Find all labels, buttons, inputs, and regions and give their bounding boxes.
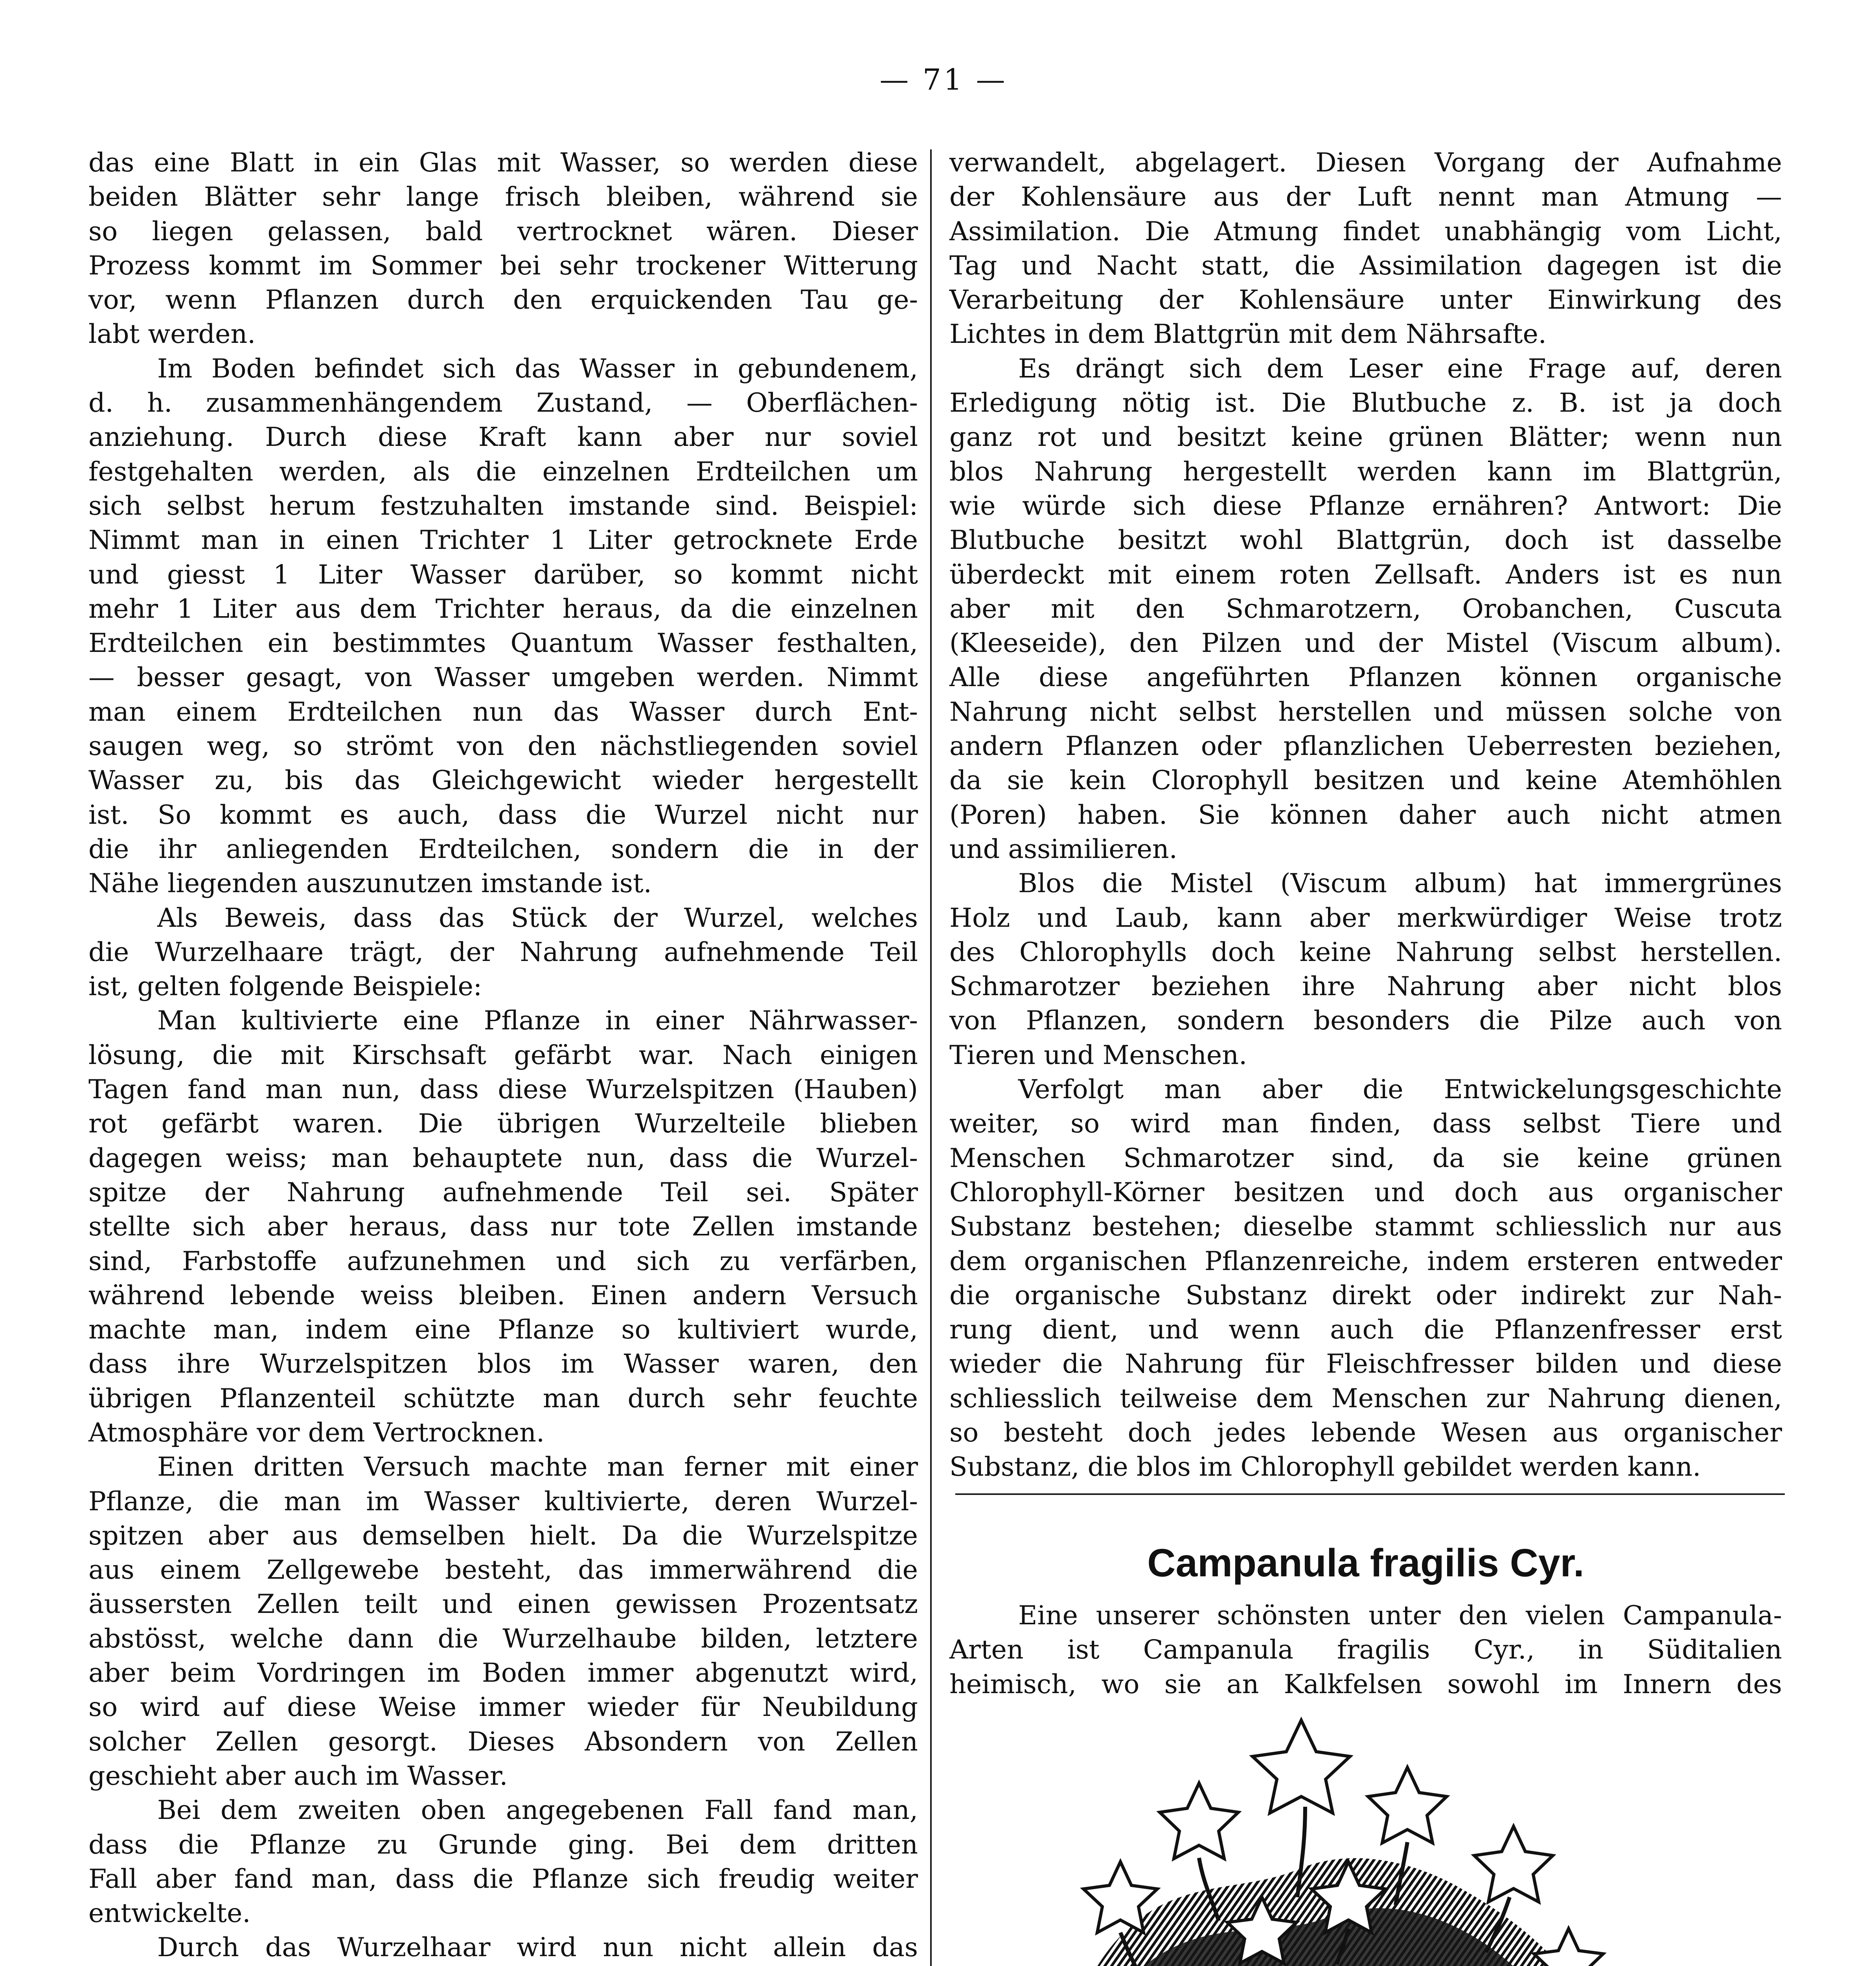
text-line: stellte sich aber heraus, dass nur tote Zellen imstande (88, 1211, 918, 1242)
text-line: das eine Blatt in ein Glas mit Wasser, so werden diese (88, 147, 918, 178)
right-column (949, 145, 1782, 1484)
text-line: sind, Farbstoffe aufzunehmen und sich zu verfärben, (88, 1245, 918, 1276)
text-line: Pflanze, die man im Wasser kultivierte, deren Wurzel- (88, 1486, 918, 1517)
text-line: (Poren) haben. Sie können daher auch nicht atmen (949, 799, 1782, 830)
text-line: Man kultivierte eine Pflanze in einer Nährwasser- (157, 1005, 918, 1036)
text-line: so wird auf diese Weise immer wieder für Neubildung (88, 1692, 918, 1723)
text-line: von Pflanzen, sondern besonders die Pilze auch von (949, 1005, 1782, 1036)
text-line: Nimmt man in einen Trichter 1 Liter getrocknete Erde (88, 525, 918, 556)
text-line: Assimilation. Die Atmung findet unabhängig vom Licht, (949, 215, 1782, 247)
text-line: saugen weg, so strömt von den nächstliegenden soviel (88, 731, 918, 762)
text-line: äussersten Zellen teilt und einen gewissen Prozentsatz (88, 1589, 918, 1620)
text-line: Einen dritten Versuch machte man ferner mit einer (157, 1451, 918, 1482)
text-line: da sie kein Clorophyll besitzen und keine Atemhöhlen (949, 765, 1782, 796)
text-line: Substanz, die blos im Chlorophyll gebildet werden kann. (949, 1451, 1701, 1482)
text-line: sich selbst herum festzuhalten imstande sind. Beispiel: (88, 490, 918, 521)
text-line: dagegen weiss; man behauptete nun, dass die Wurzel- (88, 1142, 918, 1173)
text-line: Holz und Laub, kann aber merkwürdiger Weise trotz (949, 902, 1782, 933)
section-heading: Campanula fragilis Cyr. (1147, 1541, 1584, 1585)
text-line: andern Pflanzen oder pflanzlichen Ueberresten beziehen, (949, 731, 1782, 762)
text-line: ganz rot und besitzt keine grünen Blätter; wenn nun (949, 422, 1782, 453)
text-line: Tag und Nacht statt, die Assimilation dagegen ist die (949, 250, 1782, 281)
text-line: verwandelt, abgelagert. Diesen Vorgang der Aufnahme (949, 147, 1782, 178)
text-line: Arten ist Campanula fragilis Cyr., in Süditalien (949, 1634, 1782, 1665)
text-line: vor, wenn Pflanzen durch den erquickenden Tau ge- (88, 284, 918, 315)
text-line: dass ihre Wurzelspitzen blos im Wasser waren, den (88, 1348, 918, 1379)
text-line: so besteht doch jedes lebende Wesen aus organischer (949, 1417, 1782, 1448)
text-line: aus einem Zellgewebe besteht, das immerwährend die (88, 1554, 918, 1585)
text-line: und giesst 1 Liter Wasser darüber, so kommt nicht (88, 559, 918, 590)
text-line: beiden Blätter sehr lange frisch bleiben, während sie (88, 181, 918, 212)
text-line: heimisch, wo sie an Kalkfelsen sowohl im Innern des (949, 1668, 1782, 1699)
text-line: Tagen fand man nun, dass diese Wurzelspitzen (Hauben) (88, 1074, 918, 1105)
paragraph (88, 145, 918, 352)
text-line: man einem Erdteilchen nun das Wasser durch Ent- (88, 696, 918, 727)
text-line: ist, gelten folgende Beispiele: (88, 971, 482, 1002)
text-line: Es drängt sich dem Leser eine Frage auf, deren (1018, 353, 1782, 384)
text-line: spitze der Nahrung aufnehmende Teil sei. Später (88, 1176, 918, 1208)
text-line: (Kleeseide), den Pilzen und der Mistel (Viscum album). (949, 628, 1782, 659)
text-line: rung dient, und wenn auch die Pflanzenfresser erst (949, 1314, 1782, 1345)
paragraph (88, 1003, 918, 1450)
paragraph (949, 352, 1782, 866)
text-line: entwickelte. (88, 1898, 251, 1929)
text-line: Bei dem zweiten oben angegebenen Fall fand man, (157, 1795, 918, 1826)
page-number: — 71 — (879, 63, 1008, 97)
text-line: Eine unserer schönsten unter den vielen Campanula- (1018, 1600, 1782, 1631)
text-line: Im Boden befindet sich das Wasser in gebundenem, (157, 353, 918, 384)
text-line: d. h. zusammenhängendem Zustand, — Oberflächen- (88, 387, 918, 418)
text-line: überdeckt mit einem roten Zellsaft. Anders ist es nun (949, 559, 1782, 590)
text-line: blos Nahrung hergestellt werden kann im Blattgrün, (949, 456, 1782, 487)
text-line: die organische Substanz direkt oder indirekt zur Nah- (949, 1279, 1782, 1311)
text-line: dem organischen Pflanzenreiche, indem ersteren entweder (949, 1245, 1782, 1276)
campanula-engraving (1030, 1677, 1635, 1966)
text-line: die ihr anliegenden Erdteilchen, sondern die in der (88, 833, 918, 864)
text-line: aber mit den Schmarotzern, Orobanchen, Cuscuta (949, 593, 1782, 624)
text-line: Verarbeitung der Kohlensäure unter Einwirkung des (949, 284, 1782, 315)
text-line: Atmosphäre vor dem Vertrocknen. (88, 1417, 545, 1448)
text-line: Blos die Mistel (Viscum album) hat immergrünes (1018, 868, 1782, 899)
text-line: Menschen Schmarotzer sind, da sie keine grünen (949, 1142, 1782, 1173)
text-line: labt werden. (88, 318, 256, 350)
text-line: Nähe liegenden auszunutzen imstande ist. (88, 868, 652, 899)
text-line: während lebende weiss bleiben. Einen andern Versuch (88, 1279, 918, 1311)
text-line: abstösst, welche dann die Wurzelhaube bilden, letztere (88, 1623, 918, 1654)
text-line: Schmarotzer beziehen ihre Nahrung aber nicht blos (949, 971, 1782, 1002)
text-line: Alle diese angeführten Pflanzen können organische (949, 662, 1782, 693)
text-line: Verfolgt man aber die Entwickelungsgeschichte (1018, 1074, 1782, 1105)
text-line: Substanz bestehen; dieselbe stammt schliesslich nur aus (949, 1211, 1782, 1242)
text-line: Tieren und Menschen. (949, 1039, 1247, 1070)
text-line: Blutbuche besitzt wohl Blattgrün, doch ist dasselbe (949, 525, 1782, 556)
paragraph (88, 1450, 918, 1793)
campanula-illustration (1030, 1677, 1635, 1966)
text-line: wie würde sich diese Pflanze ernähren? Antwort: Die (949, 490, 1782, 521)
text-line: Durch das Wurzelhaar wird nun nicht allein das (157, 1932, 918, 1963)
text-line: machte man, indem eine Pflanze so kultiviert wurde, (88, 1314, 918, 1345)
text-line: aber beim Vordringen im Boden immer abgenutzt wird, (88, 1657, 918, 1688)
text-line: festgehalten werden, als die einzelnen Erdteilchen um (88, 456, 918, 487)
text-line: so liegen gelassen, bald vertrocknet wären. Dieser (88, 215, 918, 247)
text-line: des Chlorophylls doch keine Nahrung selbst herstellen. (949, 936, 1782, 967)
text-line: Chlorophyll-Körner besitzen und doch aus organischer (949, 1176, 1782, 1208)
text-line: schliesslich teilweise dem Menschen zur Nahrung dienen, (949, 1382, 1782, 1414)
text-line: der Kohlensäure aus der Luft nennt man Atmung — (949, 181, 1782, 212)
text-line: anziehung. Durch diese Kraft kann aber nur soviel (88, 422, 918, 453)
paragraph (88, 901, 918, 1004)
text-line: Fall aber fand man, dass die Pflanze sich freudig weiter (88, 1863, 918, 1894)
text-line: lösung, die mit Kirschsaft gefärbt war. Nach einigen (88, 1039, 918, 1070)
text-line: Lichtes in dem Blattgrün mit dem Nährsafte. (949, 318, 1547, 350)
paragraph (88, 352, 918, 901)
text-line: Erledigung nötig ist. Die Blutbuche z. B. ist ja doch (949, 387, 1782, 418)
text-line: Nahrung nicht selbst herstellen und müssen solche von (949, 696, 1782, 727)
text-line: ist. So kommt es auch, dass die Wurzel nicht nur (88, 799, 918, 830)
text-line: dass die Pflanze zu Grunde ging. Bei dem dritten (88, 1829, 918, 1860)
paragraph (88, 1793, 918, 1930)
text-line: geschieht aber auch im Wasser. (88, 1760, 508, 1791)
paragraph (88, 1930, 918, 1966)
text-line: Als Beweis, dass das Stück der Wurzel, welches (157, 902, 918, 933)
paragraph (949, 866, 1782, 1072)
text-line: die Wurzelhaare trägt, der Nahrung aufnehmende Teil (88, 936, 918, 967)
text-line: solcher Zellen gesorgt. Dieses Absondern von Zellen (88, 1726, 918, 1757)
text-line: Wasser zu, bis das Gleichgewicht wieder hergestellt (88, 765, 918, 796)
paragraph (949, 1072, 1782, 1484)
text-line: mehr 1 Liter aus dem Trichter heraus, da die einzelnen (88, 593, 918, 624)
text-line: rot gefärbt waren. Die übrigen Wurzelteile blieben (88, 1108, 918, 1139)
text-line: — besser gesagt, von Wasser umgeben werden. Nimmt (88, 662, 918, 693)
text-line: spitzen aber aus demselben hielt. Da die Wurzelspitze (88, 1520, 918, 1551)
section-divider (955, 1493, 1785, 1495)
column-divider (930, 149, 932, 1966)
paragraph (949, 145, 1782, 352)
text-line: Erdteilchen ein bestimmtes Quantum Wasser festhalten, (88, 628, 918, 659)
text-line: Prozess kommt im Sommer bei sehr trockener Witterung (88, 250, 918, 281)
text-line: und assimilieren. (949, 833, 1177, 864)
text-line: weiter, so wird man finden, dass selbst Tiere und (949, 1108, 1782, 1139)
text-line: übrigen Pflanzenteil schützte man durch sehr feuchte (88, 1382, 918, 1414)
text-line: wieder die Nahrung für Fleischfresser bilden und diese (949, 1348, 1782, 1379)
left-column (88, 145, 918, 1966)
